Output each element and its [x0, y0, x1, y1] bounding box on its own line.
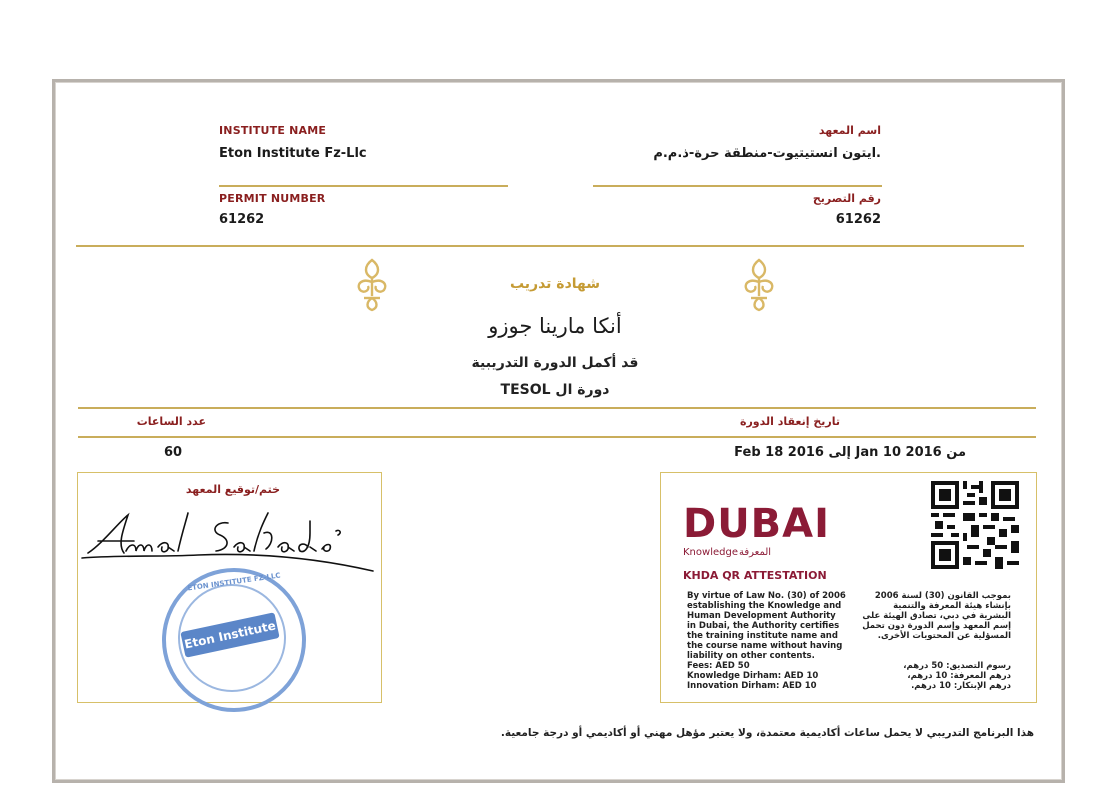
permit-number-ar: 61262 [835, 212, 881, 227]
permit-label-ar: رقم التصريح [812, 192, 881, 205]
dates-value: من Jan 10 2016 إلى Feb 18 2016 [734, 445, 966, 460]
institute-name-label-ar: اسم المعهد [818, 124, 881, 137]
signature-box [77, 472, 382, 703]
khda-body-en: By virtue of Law No. (30) of 2006 establishing the Knowledge and Human Development Authority in Dubai, the Authority certifies the training institute name and the course name without having liability on other contents. [687, 591, 846, 661]
khda-attestation-box [660, 472, 1037, 703]
divider-line [593, 185, 882, 187]
logo-sub-ar: المعرفة [739, 547, 772, 558]
signature-label: ختم/توقيع المعهد [185, 483, 281, 496]
ornament-left-icon [352, 256, 392, 312]
ornament-right-icon [739, 256, 779, 312]
divider-line [219, 185, 508, 187]
institute-name-ar: .ايتون انستيتيوت-منطقة حرة-ذ.م.م [653, 146, 881, 161]
course-name: دورة ال TESOL [500, 382, 610, 398]
fees-en-0: Fees: AED 50 [687, 661, 750, 671]
institute-stamp [162, 568, 306, 712]
dubai-logo: DUBAI [683, 501, 831, 547]
fees-en-2: Innovation Dirham: AED 10 [687, 681, 817, 691]
footer-disclaimer: هذا البرنامج التدريبي لا يحمل ساعات أكاديمية معتمدة، ولا يعتبر مؤهل مهني أو أكاديمي أو درجة جامعية. [500, 727, 1034, 739]
khda-title: KHDA QR ATTESTATION [683, 569, 827, 582]
permit-number-en: 61262 [219, 212, 265, 227]
fees-ar-0: رسوم التصديق: 50 درهم، [903, 661, 1011, 671]
dates-label: تاريخ إنعقاد الدورة [739, 415, 840, 428]
fees-ar-1: درهم المعرفة: 10 درهم، [907, 671, 1011, 681]
section-divider [76, 245, 1024, 247]
institute-name-en: Eton Institute Fz-Llc [219, 146, 367, 161]
qr-code-icon[interactable] [931, 481, 1019, 569]
logo-sub-en: Knowledge [683, 547, 738, 558]
fees-en-1: Knowledge Dirham: AED 10 [687, 671, 819, 681]
details-top-line [78, 407, 1036, 409]
khda-body-ar: بموجب القانون (30) لسنة 2006 بإنشاء هيئة المعرفة والتنمية البشرية في دبي، تصادق الهيئة على إسم المعهد وإسم الدورة دون تحمل المسؤلية عن المحتويات الأخرى. [862, 591, 1011, 641]
stamp-logo-text: Eton Institute [180, 612, 279, 657]
recipient-name: أنكا مارينا جوزو [488, 314, 622, 338]
details-bottom-line [78, 436, 1036, 438]
certificate-title: شهادة تدريب [509, 276, 601, 292]
permit-label-en: PERMIT NUMBER [219, 192, 326, 205]
stamp-ring-text: ETON INSTITUTE FZ-LLC [186, 571, 282, 593]
hours-label: عدد الساعات [136, 415, 206, 428]
fees-ar-2: درهم الإبتكار: 10 درهم. [911, 681, 1011, 691]
hours-value: 60 [164, 445, 183, 460]
institute-name-label-en: INSTITUTE NAME [219, 124, 327, 137]
completed-text: قد أكمل الدورة التدريبية [471, 355, 639, 371]
